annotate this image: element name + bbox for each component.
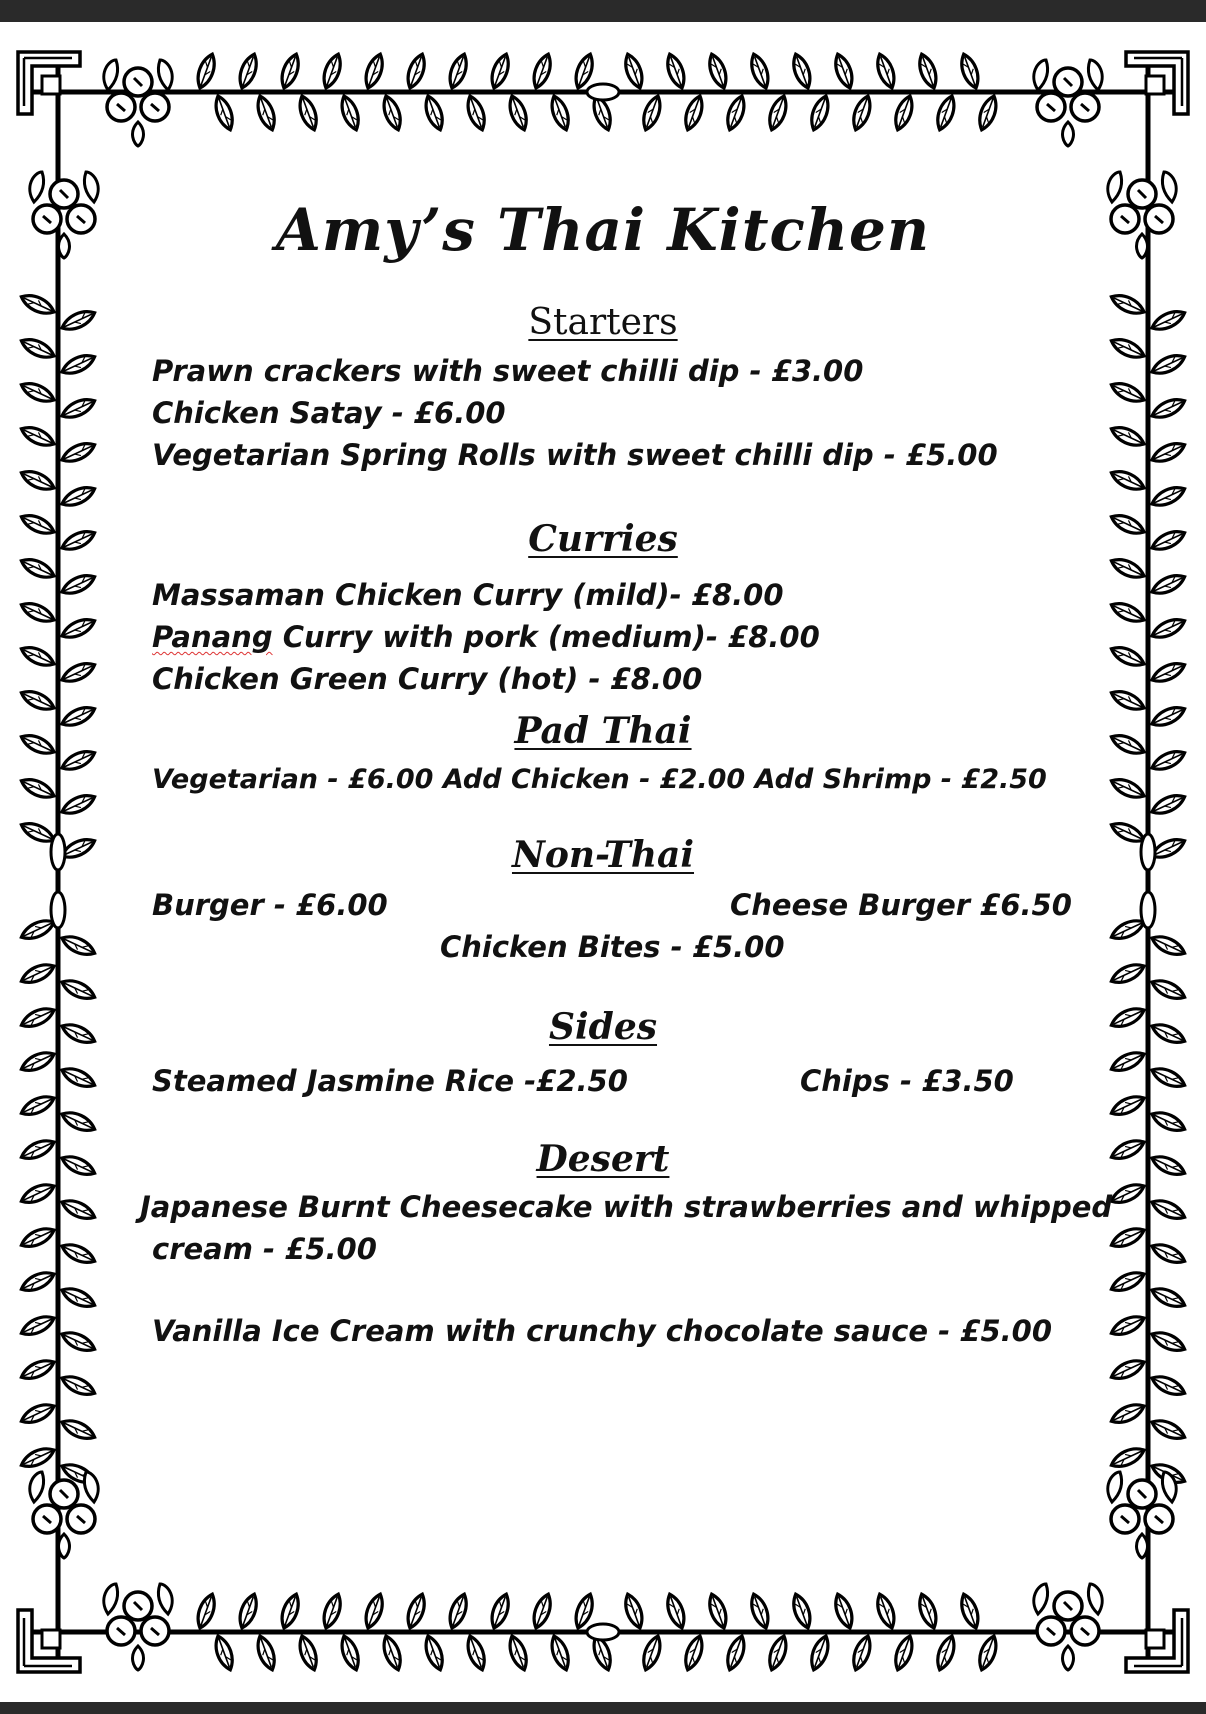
starters-heading: Starters (528, 302, 678, 343)
menu-content (0, 22, 1206, 1702)
non-thai-heading: Non-Thai (511, 834, 695, 876)
pad-thai-heading: Pad Thai (514, 710, 692, 752)
desert-heading: Desert (536, 1138, 670, 1180)
menu-item-text: Curry with pork (medium)- £8.00 (272, 620, 820, 654)
menu-item: Massaman Chicken Curry (mild)- £8.00 (152, 578, 784, 612)
menu-item: Chicken Bites - £5.00 (440, 930, 785, 964)
menu-page (0, 22, 1206, 1702)
menu-item: Vegetarian - £6.00 Add Chicken - £2.00 Add Shrimp - £2.50 (152, 764, 1047, 795)
menu-item: Vegetarian Spring Rolls with sweet chilli dip - £5.00 (152, 438, 998, 472)
menu-item: Prawn crackers with sweet chilli dip - £3.00 (152, 354, 864, 388)
curries-heading: Curries (528, 518, 678, 560)
menu-item: Burger - £6.00 (152, 888, 388, 922)
page-title: Amy’s Thai Kitchen (275, 196, 931, 264)
menu-item: Chicken Green Curry (hot) - £8.00 (152, 662, 703, 696)
sides-heading: Sides (548, 1006, 658, 1048)
menu-item (152, 620, 820, 654)
menu-item: Cheese Burger £6.50 (730, 888, 1072, 922)
menu-item: Vanilla Ice Cream with crunchy chocolate sauce - £5.00 (152, 1314, 1053, 1348)
menu-item: cream - £5.00 (152, 1232, 377, 1266)
menu-item: Chips - £3.50 (800, 1064, 1014, 1098)
menu-item: Chicken Satay - £6.00 (152, 396, 506, 430)
menu-item: Japanese Burnt Cheesecake with strawberries and whipped (140, 1190, 1113, 1224)
menu-item: Steamed Jasmine Rice -£2.50 (152, 1064, 628, 1098)
spellcheck-word: Panang (152, 620, 273, 654)
